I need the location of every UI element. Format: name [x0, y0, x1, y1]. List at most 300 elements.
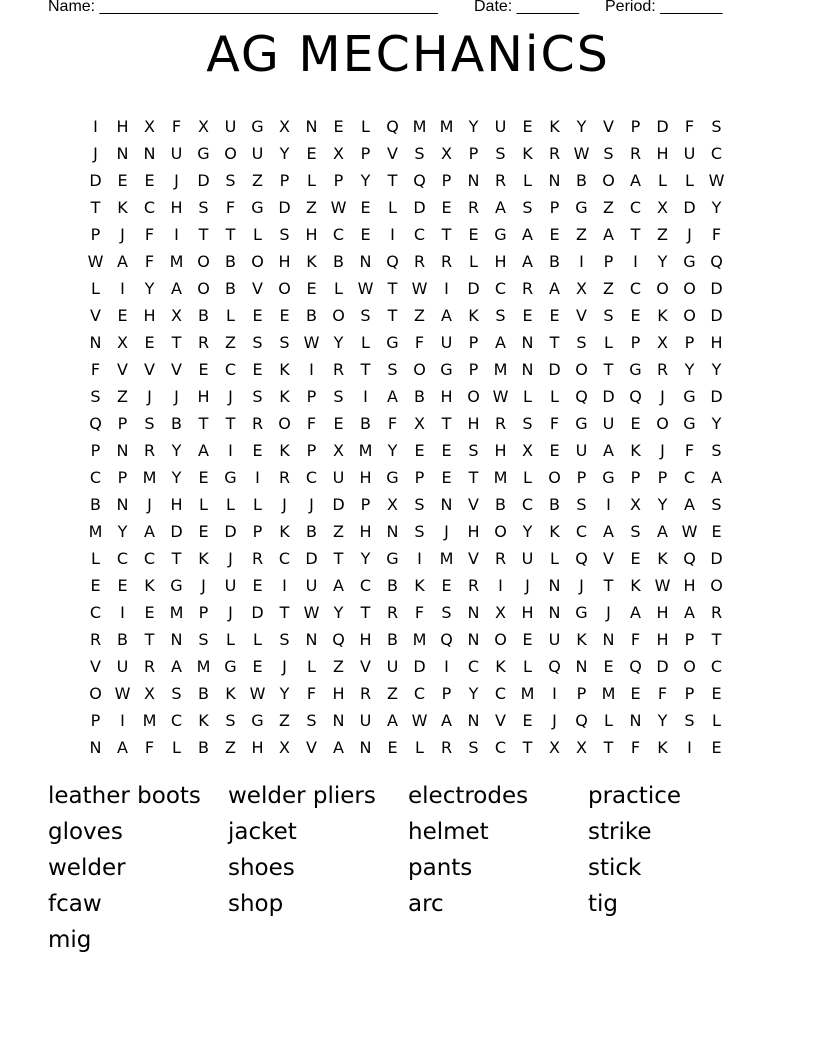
grid-letter[interactable]: G [224, 468, 237, 487]
grid-letter[interactable]: E [441, 198, 452, 217]
grid-letter[interactable]: E [630, 306, 641, 325]
grid-letter[interactable]: T [468, 468, 479, 487]
grid-letter[interactable]: R [467, 576, 480, 595]
grid-letter[interactable]: P [198, 603, 209, 622]
grid-letter[interactable]: L [604, 711, 613, 730]
grid-letter[interactable]: W [654, 576, 671, 595]
grid-letter[interactable]: T [387, 306, 398, 325]
grid-letter[interactable]: Y [684, 360, 695, 379]
grid-letter[interactable]: E [279, 306, 290, 325]
grid-letter[interactable]: G [575, 198, 588, 217]
grid-letter[interactable]: W [330, 198, 347, 217]
grid-letter[interactable]: H [440, 387, 453, 406]
grid-letter[interactable]: N [548, 576, 561, 595]
grid-letter[interactable]: M [412, 117, 427, 136]
grid-letter[interactable]: T [522, 738, 533, 757]
grid-letter[interactable]: R [143, 657, 156, 676]
grid-letter[interactable]: H [467, 414, 480, 433]
grid-letter[interactable]: S [333, 387, 344, 406]
grid-letter[interactable]: O [251, 252, 264, 271]
grid-letter[interactable]: T [171, 333, 182, 352]
grid-letter[interactable]: O [710, 576, 723, 595]
grid-letter[interactable]: Y [468, 684, 479, 703]
grid-letter[interactable]: B [333, 252, 344, 271]
grid-letter[interactable]: V [252, 279, 263, 298]
grid-letter[interactable]: O [602, 171, 615, 190]
grid-letter[interactable]: L [253, 495, 262, 514]
grid-letter[interactable]: S [198, 630, 209, 649]
grid-letter[interactable]: G [224, 657, 237, 676]
grid-letter[interactable]: N [467, 171, 480, 190]
grid-letter[interactable]: C [467, 657, 480, 676]
grid-letter[interactable]: D [683, 198, 696, 217]
grid-letter[interactable]: K [468, 306, 479, 325]
grid-letter[interactable]: Y [657, 252, 668, 271]
grid-letter[interactable]: T [360, 603, 371, 622]
grid-letter[interactable]: U [548, 630, 561, 649]
grid-letter[interactable]: N [359, 738, 372, 757]
grid-letter[interactable]: A [711, 468, 722, 487]
grid-letter[interactable]: O [656, 279, 669, 298]
grid-letter[interactable]: Y [522, 522, 533, 541]
grid-letter[interactable]: A [495, 198, 506, 217]
grid-letter[interactable]: R [440, 252, 453, 271]
grid-letter[interactable]: C [305, 468, 318, 487]
grid-letter[interactable]: R [359, 684, 372, 703]
grid-letter[interactable]: H [197, 387, 210, 406]
grid-letter[interactable]: X [171, 306, 182, 325]
grid-letter[interactable]: U [575, 441, 588, 460]
grid-letter[interactable]: O [332, 306, 345, 325]
grid-letter[interactable]: Y [117, 522, 128, 541]
grid-letter[interactable]: X [495, 603, 506, 622]
grid-letter[interactable]: G [575, 414, 588, 433]
grid-letter[interactable]: S [684, 711, 695, 730]
grid-letter[interactable]: I [552, 684, 557, 703]
grid-letter[interactable]: N [89, 333, 102, 352]
grid-letter[interactable]: E [549, 225, 560, 244]
grid-letter[interactable]: L [226, 630, 235, 649]
grid-letter[interactable]: V [360, 657, 371, 676]
grid-letter[interactable]: N [170, 630, 183, 649]
grid-letter[interactable]: A [495, 333, 506, 352]
grid-letter[interactable]: X [144, 117, 155, 136]
grid-letter[interactable]: X [333, 441, 344, 460]
grid-letter[interactable]: C [629, 198, 642, 217]
grid-letter[interactable]: A [630, 603, 641, 622]
grid-letter[interactable]: Y [360, 549, 371, 568]
grid-letter[interactable]: U [224, 117, 237, 136]
grid-letter[interactable]: X [414, 414, 425, 433]
grid-letter[interactable]: S [198, 198, 209, 217]
grid-letter[interactable]: O [494, 630, 507, 649]
grid-letter[interactable]: L [415, 738, 424, 757]
grid-letter[interactable]: E [360, 198, 371, 217]
grid-letter[interactable]: T [279, 603, 290, 622]
grid-letter[interactable]: S [711, 495, 722, 514]
grid-letter[interactable]: L [712, 711, 721, 730]
grid-letter[interactable]: A [603, 225, 614, 244]
grid-letter[interactable]: E [144, 171, 155, 190]
grid-letter[interactable]: J [552, 711, 557, 730]
grid-letter[interactable]: I [93, 117, 98, 136]
grid-letter[interactable]: O [494, 522, 507, 541]
grid-letter[interactable]: I [390, 225, 395, 244]
grid-letter[interactable]: Q [386, 117, 399, 136]
grid-letter[interactable]: Z [603, 279, 614, 298]
grid-letter[interactable]: L [253, 225, 262, 244]
grid-letter[interactable]: B [495, 495, 506, 514]
grid-letter[interactable]: E [117, 171, 128, 190]
grid-letter[interactable]: F [306, 684, 317, 703]
grid-letter[interactable]: M [88, 522, 103, 541]
grid-letter[interactable]: Y [333, 333, 344, 352]
grid-letter[interactable]: O [548, 468, 561, 487]
grid-letter[interactable]: F [144, 738, 155, 757]
grid-letter[interactable]: W [708, 171, 725, 190]
grid-letter[interactable]: C [359, 576, 372, 595]
grid-letter[interactable]: D [467, 279, 480, 298]
grid-letter[interactable]: X [387, 495, 398, 514]
grid-letter[interactable]: L [523, 171, 532, 190]
grid-letter[interactable]: E [117, 306, 128, 325]
grid-letter[interactable]: E [333, 414, 344, 433]
grid-letter[interactable]: U [386, 657, 399, 676]
grid-letter[interactable]: C [143, 549, 156, 568]
grid-letter[interactable]: T [549, 333, 560, 352]
grid-letter[interactable]: C [332, 225, 345, 244]
grid-letter[interactable]: I [174, 225, 179, 244]
grid-letter[interactable]: E [441, 576, 452, 595]
grid-letter[interactable]: O [197, 252, 210, 271]
grid-letter[interactable]: G [251, 711, 264, 730]
grid-letter[interactable]: B [198, 684, 209, 703]
grid-letter[interactable]: R [521, 279, 534, 298]
grid-letter[interactable]: K [549, 522, 560, 541]
grid-letter[interactable]: X [441, 144, 452, 163]
grid-letter[interactable]: Y [279, 144, 290, 163]
grid-letter[interactable]: X [657, 198, 668, 217]
grid-letter[interactable]: N [467, 603, 480, 622]
grid-letter[interactable]: N [440, 495, 453, 514]
grid-letter[interactable]: F [414, 603, 425, 622]
grid-letter[interactable]: N [359, 252, 372, 271]
grid-letter[interactable]: O [278, 279, 291, 298]
grid-letter[interactable]: M [142, 711, 157, 730]
grid-letter[interactable]: E [252, 306, 263, 325]
grid-letter[interactable]: A [603, 522, 614, 541]
grid-letter[interactable]: S [711, 441, 722, 460]
grid-letter[interactable]: G [386, 468, 399, 487]
grid-letter[interactable]: R [143, 441, 156, 460]
grid-letter[interactable]: Q [575, 387, 588, 406]
grid-letter[interactable]: H [656, 630, 669, 649]
grid-letter[interactable]: S [225, 171, 236, 190]
grid-letter[interactable]: T [630, 225, 641, 244]
grid-letter[interactable]: D [710, 549, 723, 568]
grid-letter[interactable]: B [414, 387, 425, 406]
grid-letter[interactable]: P [441, 684, 452, 703]
grid-letter[interactable]: C [575, 522, 588, 541]
grid-letter[interactable]: W [681, 522, 698, 541]
grid-letter[interactable]: J [228, 603, 233, 622]
grid-letter[interactable]: L [550, 549, 559, 568]
grid-letter[interactable]: Y [657, 495, 668, 514]
grid-letter[interactable]: J [687, 225, 692, 244]
grid-letter[interactable]: T [387, 279, 398, 298]
grid-letter[interactable]: N [305, 117, 318, 136]
grid-letter[interactable]: A [657, 522, 668, 541]
grid-letter[interactable]: S [279, 225, 290, 244]
grid-letter[interactable]: S [603, 306, 614, 325]
grid-letter[interactable]: L [685, 171, 694, 190]
grid-letter[interactable]: H [656, 144, 669, 163]
grid-letter[interactable]: B [198, 306, 209, 325]
grid-letter[interactable]: I [120, 603, 125, 622]
grid-letter[interactable]: D [656, 657, 669, 676]
grid-letter[interactable]: Q [440, 630, 453, 649]
grid-letter[interactable]: E [252, 360, 263, 379]
grid-letter[interactable]: X [576, 279, 587, 298]
grid-letter[interactable]: N [548, 603, 561, 622]
grid-letter[interactable]: A [603, 441, 614, 460]
grid-letter[interactable]: Y [711, 198, 722, 217]
grid-letter[interactable]: E [468, 225, 479, 244]
grid-letter[interactable]: C [494, 738, 507, 757]
grid-letter[interactable]: M [142, 468, 157, 487]
grid-letter[interactable]: Q [629, 387, 642, 406]
grid-letter[interactable]: B [306, 306, 317, 325]
grid-letter[interactable]: V [495, 711, 506, 730]
grid-letter[interactable]: P [90, 225, 101, 244]
grid-letter[interactable]: A [171, 657, 182, 676]
grid-letter[interactable]: E [360, 225, 371, 244]
grid-letter[interactable]: X [657, 333, 668, 352]
grid-letter[interactable]: G [386, 549, 399, 568]
grid-letter[interactable]: O [656, 414, 669, 433]
grid-letter[interactable]: E [522, 117, 533, 136]
grid-letter[interactable]: Y [144, 279, 155, 298]
grid-letter[interactable]: J [147, 387, 152, 406]
grid-letter[interactable]: P [630, 468, 641, 487]
grid-letter[interactable]: D [548, 360, 561, 379]
grid-letter[interactable]: T [441, 225, 452, 244]
grid-letter[interactable]: P [549, 198, 560, 217]
grid-letter[interactable]: V [603, 549, 614, 568]
grid-letter[interactable]: B [306, 522, 317, 541]
grid-letter[interactable]: M [493, 360, 508, 379]
grid-letter[interactable]: N [116, 144, 129, 163]
grid-letter[interactable]: S [225, 711, 236, 730]
grid-letter[interactable]: R [494, 549, 507, 568]
grid-letter[interactable]: C [494, 279, 507, 298]
grid-letter[interactable]: A [117, 252, 128, 271]
grid-letter[interactable]: E [630, 684, 641, 703]
grid-letter[interactable]: S [630, 522, 641, 541]
grid-letter[interactable]: X [549, 738, 560, 757]
grid-letter[interactable]: G [251, 198, 264, 217]
grid-letter[interactable]: H [170, 495, 183, 514]
grid-letter[interactable]: U [683, 144, 696, 163]
grid-letter[interactable]: F [387, 414, 398, 433]
grid-letter[interactable]: K [414, 576, 425, 595]
grid-letter[interactable]: C [710, 144, 723, 163]
grid-letter[interactable]: F [144, 225, 155, 244]
grid-letter[interactable]: W [411, 279, 428, 298]
grid-letter[interactable]: Q [332, 630, 345, 649]
grid-letter[interactable]: U [224, 576, 237, 595]
grid-letter[interactable]: C [413, 684, 426, 703]
grid-letter[interactable]: B [171, 414, 182, 433]
grid-letter[interactable]: H [710, 333, 723, 352]
grid-letter[interactable]: H [359, 522, 372, 541]
grid-letter[interactable]: G [683, 414, 696, 433]
grid-letter[interactable]: P [468, 144, 479, 163]
grid-letter[interactable]: P [684, 333, 695, 352]
grid-letter[interactable]: I [579, 252, 584, 271]
grid-letter[interactable]: N [386, 522, 399, 541]
grid-letter[interactable]: P [414, 468, 425, 487]
grid-letter[interactable]: N [332, 711, 345, 730]
grid-letter[interactable]: A [144, 522, 155, 541]
grid-letter[interactable]: Z [576, 225, 587, 244]
grid-letter[interactable]: Q [413, 171, 426, 190]
grid-letter[interactable]: W [357, 279, 374, 298]
grid-letter[interactable]: S [90, 387, 101, 406]
grid-letter[interactable]: O [683, 279, 696, 298]
grid-letter[interactable]: M [169, 252, 184, 271]
grid-letter[interactable]: M [358, 441, 373, 460]
grid-letter[interactable]: Q [575, 711, 588, 730]
grid-letter[interactable]: D [413, 198, 426, 217]
grid-letter[interactable]: P [117, 414, 128, 433]
grid-letter[interactable]: Q [629, 657, 642, 676]
grid-letter[interactable]: N [575, 657, 588, 676]
grid-letter[interactable]: A [333, 576, 344, 595]
grid-letter[interactable]: E [252, 576, 263, 595]
grid-letter[interactable]: C [278, 549, 291, 568]
grid-letter[interactable]: X [576, 738, 587, 757]
grid-letter[interactable]: J [444, 522, 449, 541]
grid-letter[interactable]: S [360, 306, 371, 325]
grid-letter[interactable]: B [576, 171, 587, 190]
grid-letter[interactable]: N [116, 495, 129, 514]
grid-letter[interactable]: Q [710, 252, 723, 271]
grid-letter[interactable]: E [198, 468, 209, 487]
grid-letter[interactable]: D [710, 306, 723, 325]
grid-letter[interactable]: R [656, 360, 669, 379]
grid-letter[interactable]: C [413, 225, 426, 244]
grid-letter[interactable]: K [495, 657, 506, 676]
grid-letter[interactable]: F [630, 738, 641, 757]
grid-letter[interactable]: P [360, 495, 371, 514]
grid-letter[interactable]: E [630, 549, 641, 568]
grid-letter[interactable]: J [228, 387, 233, 406]
grid-letter[interactable]: S [468, 738, 479, 757]
grid-letter[interactable]: T [90, 198, 101, 217]
grid-letter[interactable]: L [469, 252, 478, 271]
grid-letter[interactable]: T [144, 630, 155, 649]
grid-letter[interactable]: D [170, 522, 183, 541]
grid-letter[interactable]: Y [657, 711, 668, 730]
grid-letter[interactable]: L [91, 549, 100, 568]
grid-letter[interactable]: P [657, 468, 668, 487]
grid-letter[interactable]: N [629, 711, 642, 730]
grid-letter[interactable]: U [494, 117, 507, 136]
grid-letter[interactable]: U [359, 711, 372, 730]
grid-letter[interactable]: X [117, 333, 128, 352]
grid-letter[interactable]: T [441, 414, 452, 433]
grid-letter[interactable]: R [89, 630, 102, 649]
grid-letter[interactable]: Y [711, 414, 722, 433]
grid-letter[interactable]: L [523, 387, 532, 406]
grid-letter[interactable]: B [549, 252, 560, 271]
grid-letter[interactable]: S [414, 522, 425, 541]
grid-letter[interactable]: K [657, 738, 668, 757]
grid-letter[interactable]: Q [89, 414, 102, 433]
grid-letter[interactable]: C [89, 468, 102, 487]
grid-letter[interactable]: C [629, 279, 642, 298]
grid-letter[interactable]: O [683, 306, 696, 325]
grid-letter[interactable]: R [413, 252, 426, 271]
grid-letter[interactable]: G [197, 144, 210, 163]
grid-letter[interactable]: K [630, 576, 641, 595]
grid-letter[interactable]: D [602, 387, 615, 406]
grid-letter[interactable]: K [522, 144, 533, 163]
grid-letter[interactable]: A [117, 738, 128, 757]
grid-letter[interactable]: Y [360, 171, 371, 190]
grid-letter[interactable]: A [522, 252, 533, 271]
grid-letter[interactable]: A [684, 603, 695, 622]
grid-letter[interactable]: L [361, 117, 370, 136]
grid-letter[interactable]: B [198, 738, 209, 757]
grid-letter[interactable]: K [306, 252, 317, 271]
grid-letter[interactable]: P [333, 171, 344, 190]
grid-letter[interactable]: G [494, 225, 507, 244]
grid-letter[interactable]: M [493, 468, 508, 487]
grid-letter[interactable]: L [658, 171, 667, 190]
grid-letter[interactable]: B [387, 576, 398, 595]
grid-letter[interactable]: B [225, 252, 236, 271]
date-field[interactable]: Date: _______ [474, 0, 579, 15]
grid-letter[interactable]: T [198, 414, 209, 433]
grid-letter[interactable]: L [226, 495, 235, 514]
grid-letter[interactable]: L [388, 198, 397, 217]
grid-letter[interactable]: Z [306, 198, 317, 217]
grid-letter[interactable]: E [549, 306, 560, 325]
grid-letter[interactable]: I [228, 441, 233, 460]
grid-letter[interactable]: M [439, 549, 454, 568]
grid-letter[interactable]: Y [468, 117, 479, 136]
grid-letter[interactable]: K [198, 711, 209, 730]
grid-letter[interactable]: J [309, 495, 314, 514]
grid-letter[interactable]: S [576, 333, 587, 352]
grid-letter[interactable]: P [576, 684, 587, 703]
grid-letter[interactable]: K [279, 441, 290, 460]
grid-letter[interactable]: I [417, 549, 422, 568]
grid-letter[interactable]: E [441, 468, 452, 487]
grid-letter[interactable]: R [278, 468, 291, 487]
grid-letter[interactable]: R [629, 144, 642, 163]
grid-letter[interactable]: D [224, 522, 237, 541]
grid-letter[interactable]: J [660, 387, 665, 406]
grid-letter[interactable]: I [309, 360, 314, 379]
grid-letter[interactable]: L [91, 279, 100, 298]
grid-letter[interactable]: W [114, 684, 131, 703]
grid-letter[interactable]: O [197, 279, 210, 298]
grid-letter[interactable]: H [305, 225, 318, 244]
grid-letter[interactable]: L [253, 630, 262, 649]
